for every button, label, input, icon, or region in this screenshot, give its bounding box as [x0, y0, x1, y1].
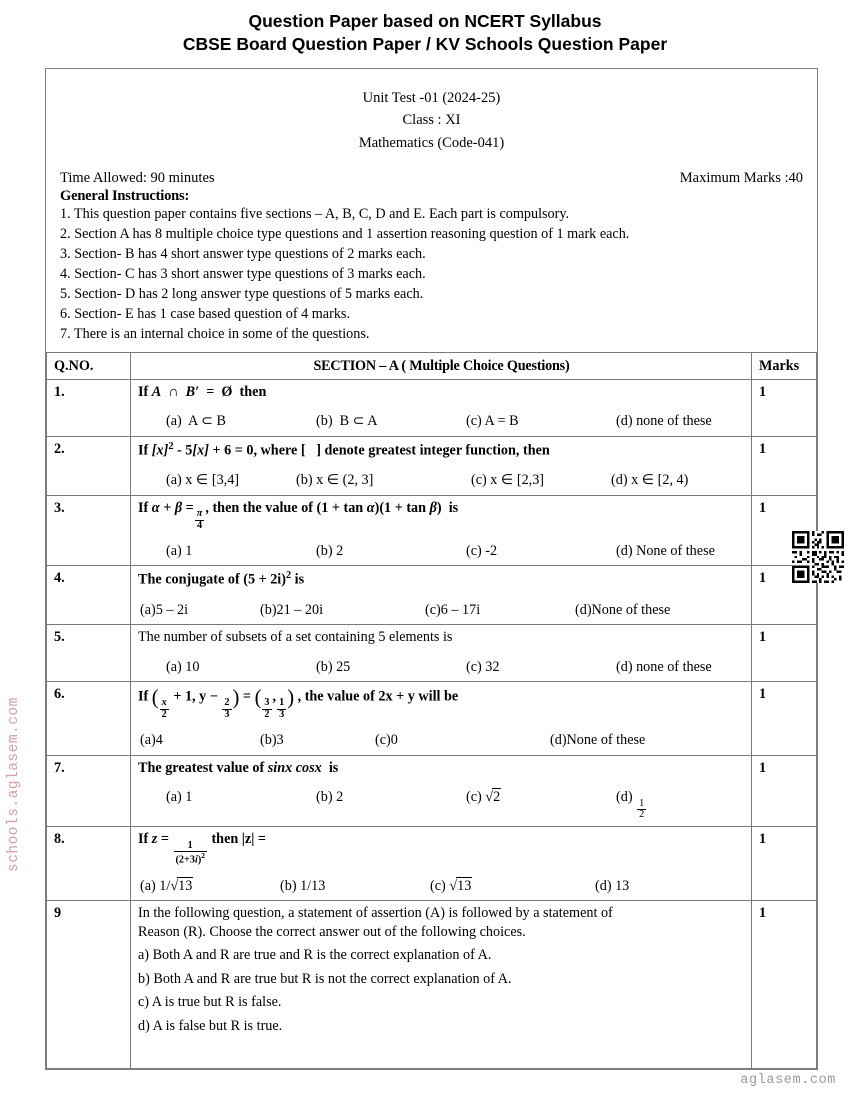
- maximum-marks-label: Maximum Marks :40: [679, 170, 803, 187]
- question-number: 6.: [47, 681, 131, 755]
- option-d: (d) none of these: [616, 413, 712, 430]
- option-c: (c) -2: [466, 542, 498, 559]
- option-b: b) Both A and R are true but R is not the correct explanation of A.: [138, 970, 512, 987]
- exam-meta-block: [46, 69, 817, 160]
- table-header-row: [47, 352, 817, 379]
- table-row: [47, 436, 817, 495]
- option-b: (b)3: [260, 732, 284, 749]
- question-stem: If $[x]^2 - 5[x] + 6 = 0$, where [ ] denote greatest integer function, then: [138, 440, 550, 459]
- table-row: [47, 625, 817, 682]
- instruction-item: 3. Section- B has 4 short answer type questions of 2 marks each.: [60, 246, 426, 263]
- question-stem: If A ∩ B′ = Ø then: [138, 383, 267, 400]
- option-a: (a) 10: [166, 658, 200, 675]
- option-b: (b) 2: [316, 789, 344, 806]
- option-a: (a) 1: [166, 789, 193, 806]
- question-number: 2.: [47, 436, 131, 495]
- column-header-qno: Q.NO.: [47, 352, 131, 379]
- question-body: [131, 379, 752, 436]
- option-d: (d) $\frac{1}{2}$: [616, 789, 645, 821]
- question-marks: 1: [752, 566, 817, 625]
- option-b: (b) x ∈ (2, 3]: [296, 472, 374, 489]
- question-number: 8.: [47, 826, 131, 901]
- qr-code-icon: [792, 531, 844, 583]
- option-d: (d) 13: [595, 877, 630, 894]
- option-d: (d)None of these: [550, 732, 646, 749]
- option-list: [138, 788, 745, 822]
- option-b: (b) 2: [316, 542, 344, 559]
- option-list: [138, 412, 745, 432]
- time-and-marks-row: [46, 160, 817, 187]
- instruction-item: 7. There is an internal choice in some of the questions.: [60, 325, 370, 342]
- instruction-item: 1. This question paper contains five sections – A, B, C, D and E. Each part is compulsory.: [60, 206, 570, 223]
- option-c: c) A is true but R is false.: [138, 994, 282, 1011]
- heading-line-1: Question Paper based on NCERT Syllabus: [248, 11, 602, 31]
- option-a: (a) A ⊂ B: [166, 413, 226, 430]
- question-number: 3.: [47, 495, 131, 566]
- option-c: (c) 32: [466, 658, 500, 675]
- question-marks: 1: [752, 755, 817, 826]
- question-body: [131, 681, 752, 755]
- option-list: [138, 877, 745, 897]
- question-body: [131, 901, 752, 1069]
- option-list: [138, 542, 745, 562]
- option-c: (c) A = B: [466, 413, 519, 430]
- option-d: d) A is false but R is true.: [138, 1017, 283, 1034]
- question-body: [131, 566, 752, 625]
- option-c: (c) x ∈ [2,3]: [471, 472, 545, 489]
- question-marks: 1: [752, 826, 817, 901]
- question-body: [131, 826, 752, 901]
- column-header-section: SECTION – A ( Multiple Choice Questions): [131, 352, 752, 379]
- option-a: (a)5 – 2i: [140, 601, 189, 618]
- option-b: (b)21 – 20i: [260, 601, 324, 618]
- subject-label: Mathematics (Code-041): [358, 134, 505, 151]
- option-b: (b) 1/13: [280, 877, 326, 894]
- time-allowed-label: Time Allowed: 90 minutes: [60, 170, 215, 187]
- questions-table: [46, 352, 817, 1070]
- option-c: (c) √13: [430, 877, 472, 894]
- option-d: (d) None of these: [616, 542, 715, 559]
- question-body: [131, 495, 752, 566]
- option-c: (c)6 – 17i: [425, 601, 481, 618]
- question-number: 4.: [47, 566, 131, 625]
- option-c: (c)0: [375, 732, 398, 749]
- question-stem: [138, 904, 745, 941]
- option-a: (a)4: [140, 732, 163, 749]
- option-b: (b) 25: [316, 658, 351, 675]
- question-stem: If z = $\frac{1}{(2+3i)^2}$ then |z| =: [138, 830, 266, 866]
- question-number: 9: [47, 901, 131, 1069]
- heading-line-2: CBSE Board Question Paper / KV Schools Question Paper: [182, 34, 668, 55]
- question-marks: 1: [752, 436, 817, 495]
- table-row: [47, 379, 817, 436]
- question-stem: If α + β = $\frac{\pi}{4}$ , then the value of (1 + tan α)(1 + tan β) is: [138, 499, 459, 531]
- class-label: Class : XI: [402, 112, 461, 129]
- instruction-item: 4. Section- C has 3 short answer type questions of 3 marks each.: [60, 266, 426, 283]
- document-heading: [0, 0, 850, 57]
- option-list: [138, 471, 745, 491]
- option-d: (d) x ∈ [2, 4): [611, 472, 689, 489]
- unit-test-label: Unit Test -01 (2024-25): [362, 90, 501, 106]
- question-number: 1.: [47, 379, 131, 436]
- option-a: (a) 1: [166, 542, 193, 559]
- general-instructions-list: [46, 205, 817, 348]
- question-stem: If ( $\frac{x}{2}$ + 1, y − $\frac{2}{3}$ ) = ( $\frac{3}{2}$ , $\frac{1}{3}$ ) , the value of 2x + y will be: [138, 686, 459, 720]
- table-row: [47, 901, 817, 1069]
- option-d: (d) none of these: [616, 658, 712, 675]
- option-a: (a) x ∈ [3,4]: [166, 472, 240, 489]
- question-body: [131, 625, 752, 682]
- option-b: (b) B ⊂ A: [316, 413, 378, 430]
- option-d: (d)None of these: [575, 601, 671, 618]
- question-body: [131, 436, 752, 495]
- question-marks: 1: [752, 625, 817, 682]
- table-row: [47, 566, 817, 625]
- question-number: 5.: [47, 625, 131, 682]
- table-row: [47, 681, 817, 755]
- question-stem: The number of subsets of a set containing 5 elements is: [138, 629, 453, 646]
- footer-watermark: aglasem.com: [740, 1073, 836, 1088]
- option-list: [138, 731, 745, 751]
- instruction-item: 2. Section A has 8 multiple choice type questions and 1 assertion reasoning question of 1 mark each.: [60, 226, 630, 243]
- question-stem-line: Reason (R). Choose the correct answer out of the following choices.: [138, 923, 526, 940]
- column-header-marks: Marks: [752, 352, 817, 379]
- option-c: (c) √2: [466, 789, 501, 806]
- question-stem: The conjugate of $(5 + 2i)^2$ is: [138, 570, 305, 589]
- question-body: [131, 755, 752, 826]
- table-row: [47, 755, 817, 826]
- question-marks: 1: [752, 379, 817, 436]
- option-list: [138, 946, 745, 1035]
- option-a: (a) 1/√13: [140, 877, 193, 894]
- question-marks: 1: [752, 681, 817, 755]
- table-row: [47, 495, 817, 566]
- question-stem-line: In the following question, a statement of assertion (A) is followed by a statement of: [138, 905, 613, 922]
- question-stem: The greatest value of sinx cosx is: [138, 759, 339, 776]
- question-marks: 1: [752, 901, 817, 1069]
- instruction-item: 5. Section- D has 2 long answer type questions of 5 marks each.: [60, 285, 424, 302]
- option-list: [138, 601, 745, 621]
- question-paper-frame: [45, 68, 818, 1070]
- question-number: 7.: [47, 755, 131, 826]
- side-watermark: schools.aglasem.com: [6, 697, 22, 872]
- table-row: [47, 826, 817, 901]
- instruction-item: 6. Section- E has 1 case based question of 4 marks.: [60, 305, 350, 322]
- general-instructions-title: General Instructions:: [60, 188, 190, 205]
- option-list: [138, 658, 745, 678]
- question-marks: 1: [752, 495, 817, 566]
- option-a: a) Both A and R are true and R is the correct explanation of A.: [138, 947, 492, 964]
